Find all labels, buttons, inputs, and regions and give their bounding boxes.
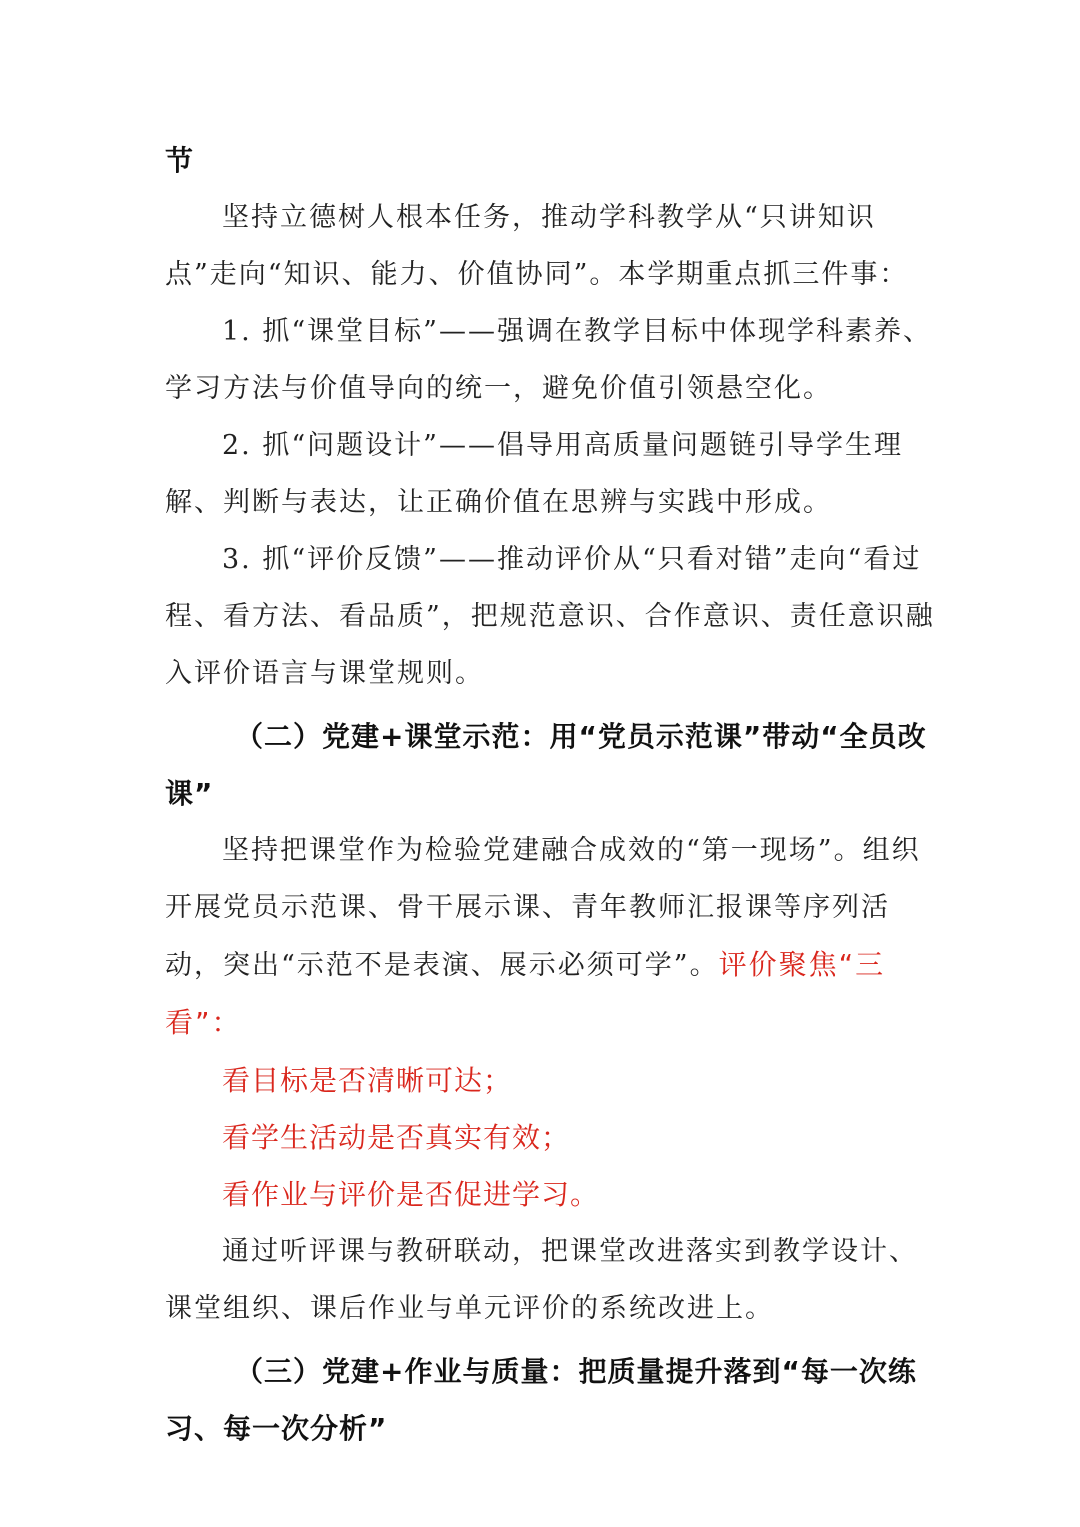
list-item-1: 1. 抓“课堂目标”——强调在教学目标中体现学科素养、学习方法与价值导向的统一，避免价值引领悬空化。	[165, 316, 932, 404]
list-item-2: 2. 抓“问题设计”——倡导用高质量问题链引导学生理解、判断与表达，让正确价值在思辨与实践中形成。	[165, 430, 903, 518]
three-looks-label: 评价聚焦“三看”：	[165, 948, 886, 1039]
section-2-paragraph	[165, 822, 945, 1052]
red-item-3: 看作业与评价是否促进学习。	[222, 1178, 600, 1211]
section-2-text: 坚持把课堂作为检验党建融合成效的“第一现场”。组织开展党员示范课、骨干展示课、青年教师汇报课等序列活动，突出“示范不是表演、展示必须可学”。	[165, 835, 921, 981]
section-2-closing-paragraph: 通过听评课与教研联动，把课堂改进落实到教学设计、课堂组织、课后作业与单元评价的系统改进上。	[165, 1236, 918, 1324]
red-item-1: 看目标是否清晰可达；	[222, 1064, 513, 1097]
intro-paragraph: 坚持立德树人根本任务，推动学科教学从“只讲知识点”走向“知识、能力、价值协同”。本学期重点抓三件事：	[165, 202, 909, 290]
section-3-heading: （三）党建+作业与质量：把质量提升落到“每一次练习、每一次分析”	[165, 1355, 917, 1445]
document-content	[165, 132, 945, 1457]
section-2-heading: （二）党建+课堂示范：用“党员示范课”带动“全员改课”	[165, 720, 927, 810]
red-item-2: 看学生活动是否真实有效；	[222, 1121, 571, 1154]
section-heading-tail: 节	[165, 144, 195, 177]
list-item-3: 3. 抓“评价反馈”——推动评价从“只看对错”走向“看过程、看方法、看品质”，把规范意识、合作意识、责任意识融入评价语言与课堂规则。	[165, 544, 935, 689]
